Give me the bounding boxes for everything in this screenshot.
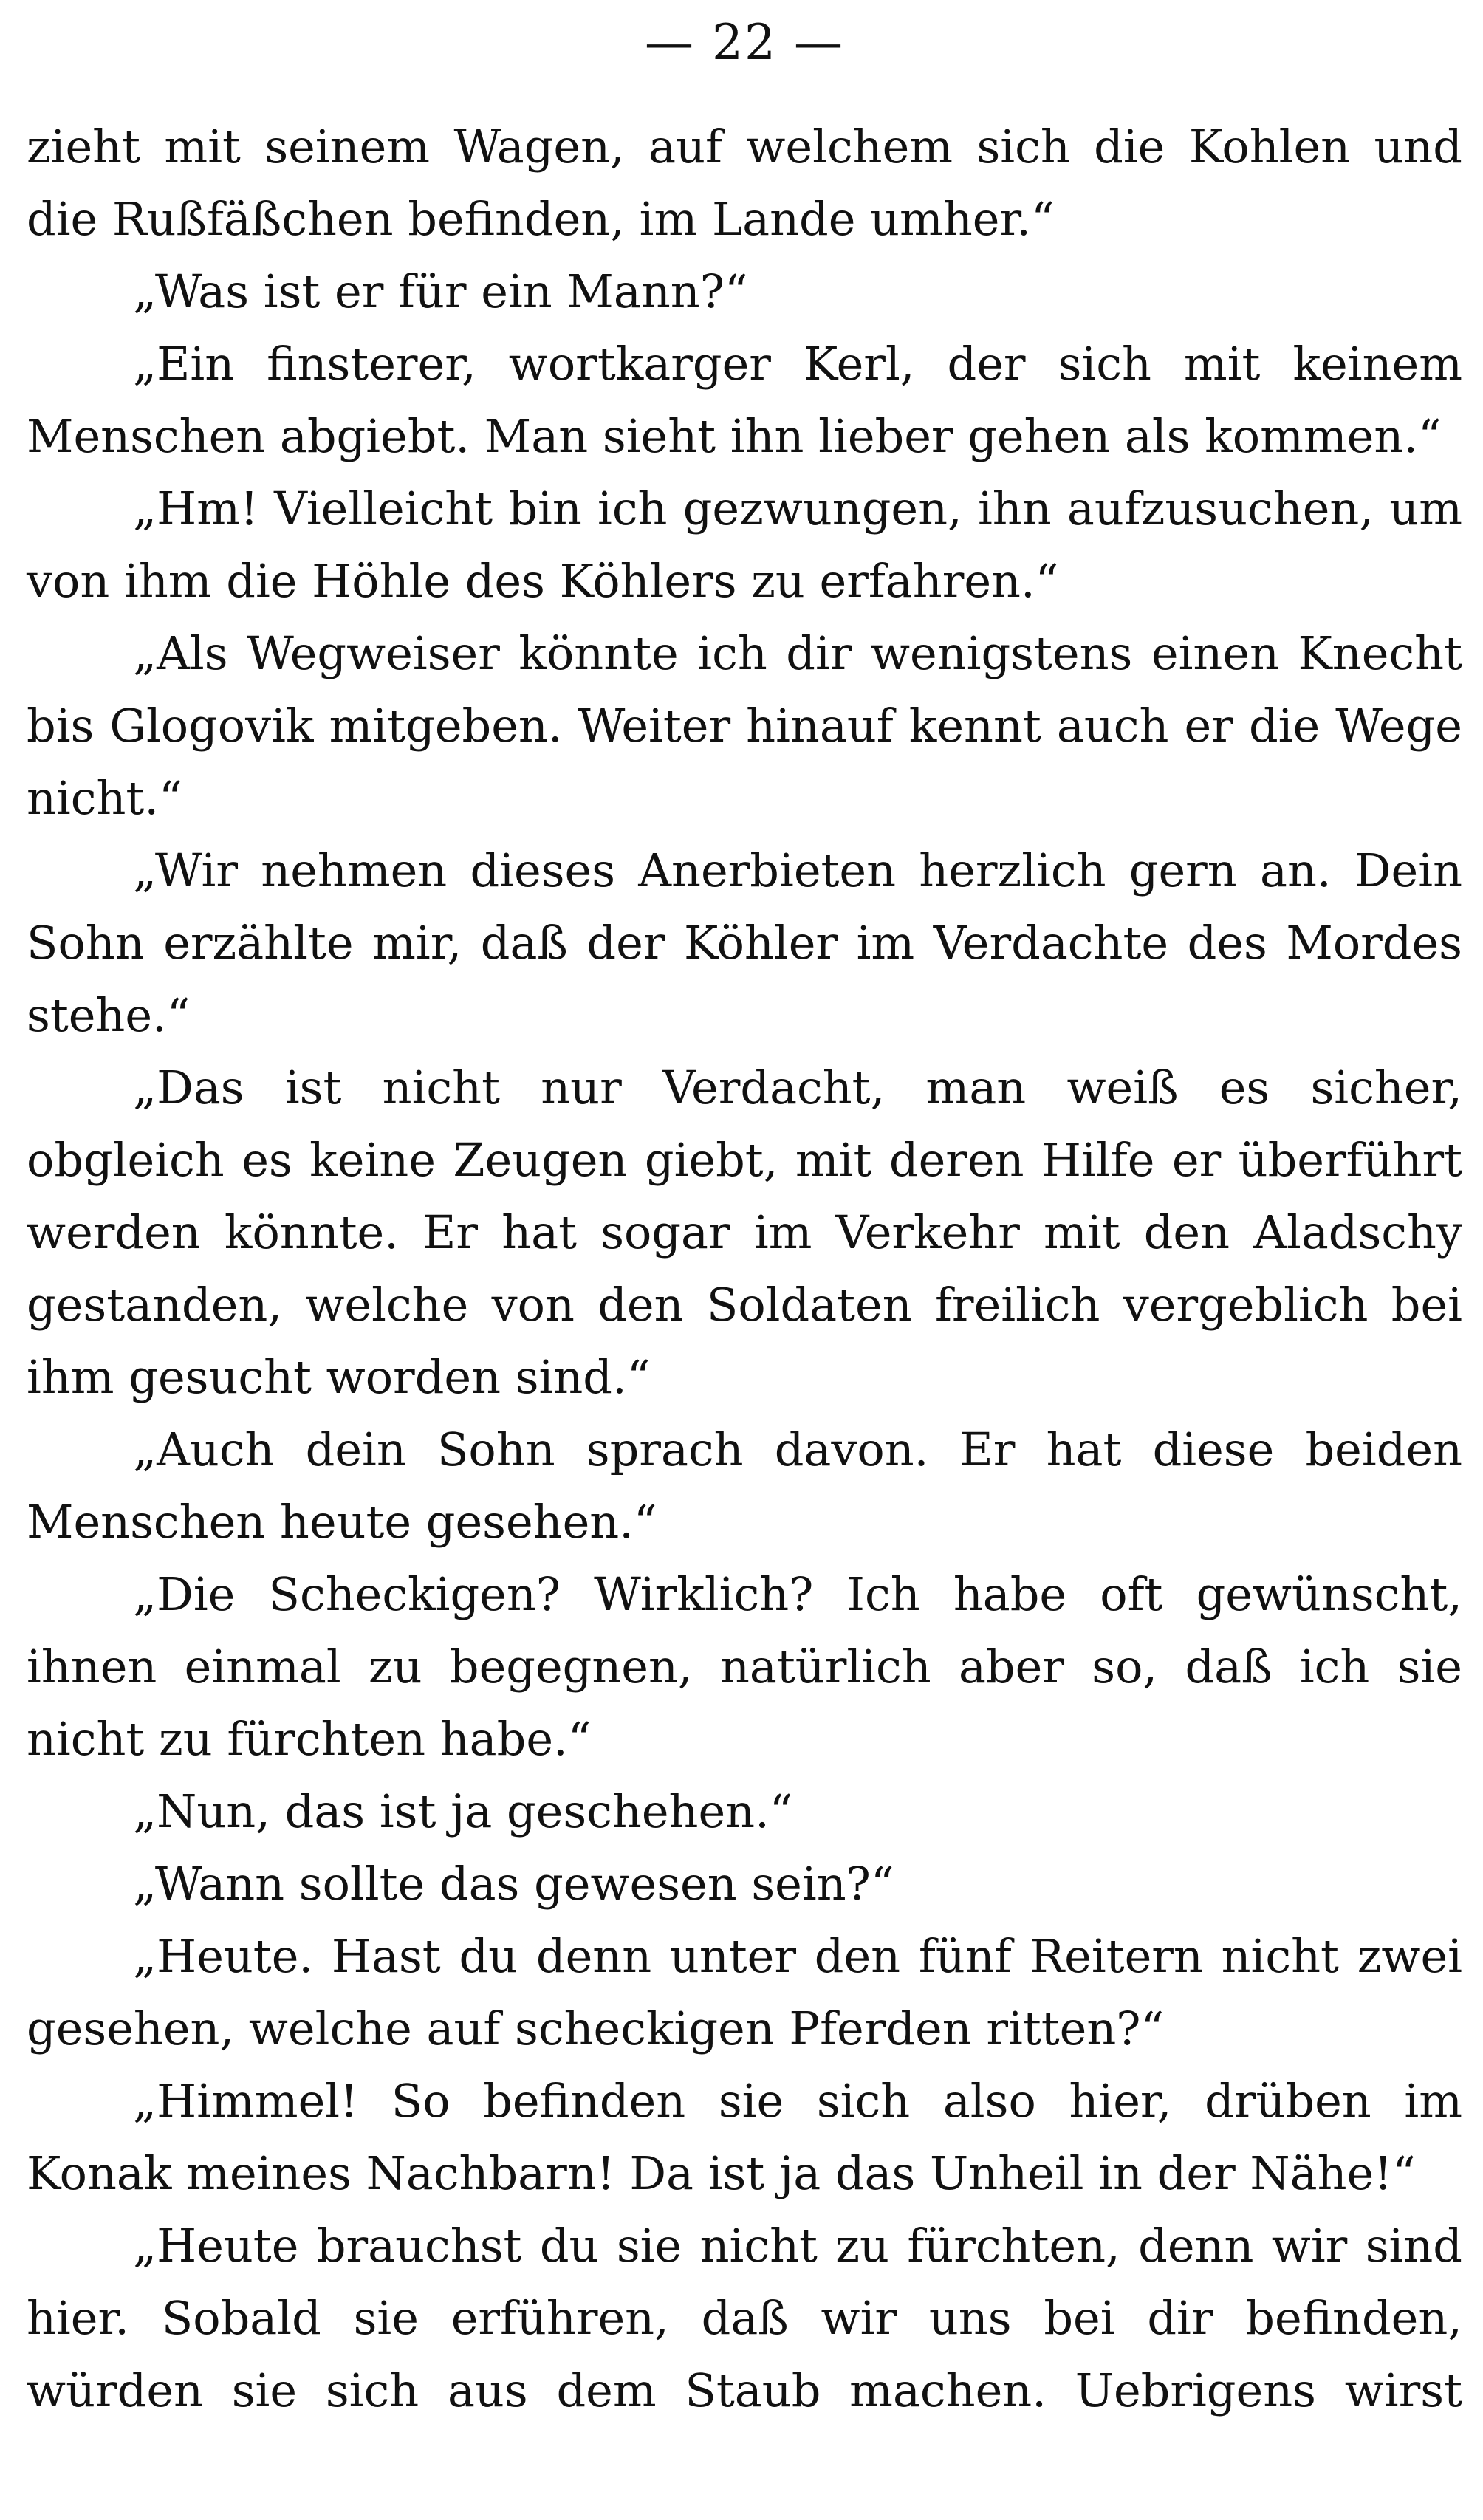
paragraph-8: „Auch dein Sohn sprach davon. Er hat diese beiden Menschen heute gesehen.“ [27,1422,1462,1549]
paragraph-3: „Ein finsterer, wortkarger Kerl, der sich mit keinem Menschen abgiebt. Man sieht ihn lieber gehen als kommen.“ [27,337,1462,463]
paragraph-7: „Das ist nicht nur Verdacht, man weiß es sicher, obgleich es keine Zeugen giebt, mit deren Hilfe er überführt werden könnte. Er hat sogar im Verkehr mit den Aladschy gestanden, welche von den Soldaten freilich vergeblich bei ihm gesucht worden sind.“ [27,1061,1462,1404]
paragraph-1: zieht mit seinem Wagen, auf welchem sich die Kohlen und die Rußfäßchen befinden, im Lande umher.“ [27,120,1462,246]
paragraph-11: „Wann sollte das gewesen sein?“ [133,1857,894,1911]
paragraph-6: „Wir nehmen dieses Anerbieten herzlich gern an. Dein Sohn erzählte mir, daß der Köhler im Verdachte des Mordes stehe.“ [27,843,1462,1042]
paragraph-2: „Was ist er für ein Mann?“ [133,264,748,318]
paragraph-12: „Heute. Hast du denn unter den fünf Reitern nicht zwei gesehen, welche auf scheckigen Pferden ritten?“ [27,1929,1462,2055]
paragraph-4: „Hm! Vielleicht bin ich gezwungen, ihn aufzusuchen, um von ihm die Höhle des Köhlers zu erfahren.“ [27,482,1462,608]
page-number: — 22 — [645,14,844,71]
book-page [27,0,1462,2520]
paragraph-9: „Die Scheckigen? Wirklich? Ich habe oft gewünscht, ihnen einmal zu begegnen, natürlich aber so, daß ich sie nicht zu fürchten habe.“ [27,1567,1462,1766]
paragraph-13: „Himmel! So befinden sie sich also hier, drüben im Konak meines Nachbarn! Da ist ja das Unheil in der Nähe!“ [27,2074,1462,2200]
body-text [27,111,1462,2427]
paragraph-5: „Als Wegweiser könnte ich dir wenigstens einen Knecht bis Glogovik mitgeben. Weiter hinauf kennt auch er die Wege nicht.“ [27,626,1462,825]
paragraph-14: „Heute brauchst du sie nicht zu fürchten, denn wir sind hier. Sobald sie erführen, daß wir uns bei dir befinden, würden sie sich aus dem Staub machen. Uebrigens wirst [27,2219,1462,2417]
paragraph-10: „Nun, das ist ja geschehen.“ [133,1784,793,1838]
